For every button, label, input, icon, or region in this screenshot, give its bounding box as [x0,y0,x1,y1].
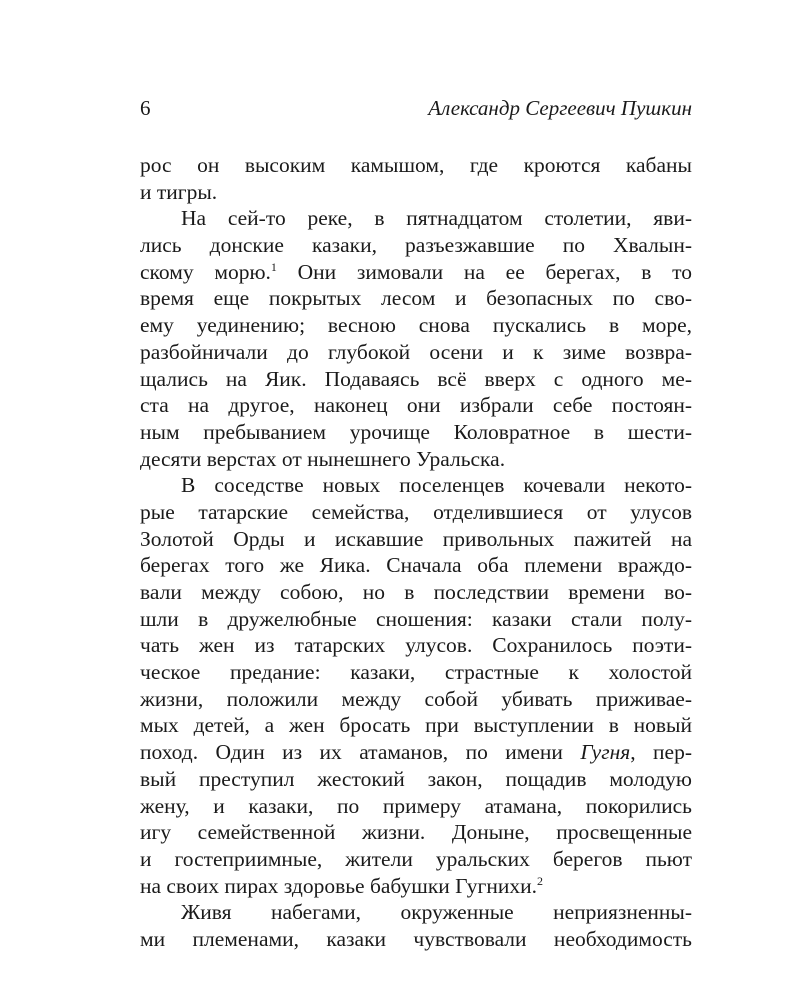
text-line [140,552,692,579]
text-line [140,232,692,259]
text-line [140,819,692,846]
text-line [140,793,692,820]
text-line-content: поход. Один из их атаманов, по имени [140,740,581,765]
text-line-content: разбойничали до глубокой осени и к зиме возвра- [140,339,692,364]
text-line-content: игу семейственной жизни. Доныне, просвещенные [140,820,692,845]
text-line-content: и гостеприимные, жители уральских берегов пьют [140,846,692,871]
text-line-content: рые татарские семейства, отделившиеся от улусов [140,499,692,524]
text-line [140,873,692,900]
page-header [140,93,692,123]
text-line-content: ему уединению; весною снова пускались в море, [140,313,692,338]
text-line-content: жену, и казаки, по примеру атамана, покорились [140,793,692,818]
text-line [140,739,692,766]
text-line-content: вали между собою, но в последствии времени во- [140,580,692,604]
text-line-content: Живя набегами, окруженные неприязненны- [181,900,692,925]
text-line [140,366,692,393]
text-line [140,419,692,446]
text-line [140,606,692,633]
footnote-marker[interactable]: 1 [270,259,277,274]
text-line-content: Золотой Орды и искавшие привольных пажитей на [140,526,692,551]
text-line-content: берегах того же Яика. Сначала оба племени враждо- [140,553,692,578]
text-line-content: щались на Яик. Подаваясь всё вверх с одного ме- [140,366,692,391]
text-line-content: ным пребыванием урочище Коловратное в шести- [140,419,692,444]
text-line [140,579,692,606]
text-line-content: на своих пирах здоровье бабушки Гугнихи. [140,873,538,898]
text-line [140,712,692,739]
italic-name: Гугня [580,740,631,765]
text-line-content: и тигры. [140,179,218,204]
text-line-content: чать жен из татарских улусов. Сохранилось поэти- [140,633,692,658]
text-line-content: шли в дружелюбные сношения: казаки стали полу- [140,606,692,631]
text-line [140,632,692,659]
text-line-content: жизни, положили между собой убивать приживае- [140,686,692,711]
text-line [140,312,692,339]
text-line [140,846,692,873]
text-line-content: скому морю. [140,259,271,284]
text-line [140,526,692,553]
text-line-content: вый преступил жестокий закон, пощадив молодую [140,766,692,791]
text-line [140,179,692,206]
text-line [140,152,692,179]
text-line-content: В соседстве новых поселенцев кочевали некото- [181,473,692,498]
text-line-content: ческое предание: казаки, страстные к холостой [140,660,692,685]
text-line-content: рос он высоким камышом, где кроются кабаны [140,153,692,177]
text-line-content: лись донские казаки, разъезжавшие по Хвалын- [140,233,692,258]
text-line [140,926,692,953]
text-line-rest: Они зимовали на ее берегах, в то [276,259,692,284]
text-line [140,446,692,473]
text-line [140,259,692,286]
text-line-content: мых детей, а жен бросать при выступлении в новый [140,713,692,738]
text-line [140,205,692,232]
text-line [140,392,692,419]
text-line-rest: , пер- [630,740,692,765]
footnote-marker[interactable]: 2 [537,873,544,888]
body-text [140,152,692,953]
running-head: Александр Сергеевич Пушкин [428,96,692,120]
text-line [140,339,692,366]
text-line-content: время еще покрытых лесом и безопасных по сво- [140,286,692,311]
text-line [140,899,692,926]
text-line [140,499,692,526]
text-line-content: На сей-то реке, в пятнадцатом столетии, яви- [181,206,692,231]
page-number: 6 [140,96,151,120]
text-line [140,472,692,499]
text-line [140,659,692,686]
text-line-content: десяти верстах от нынешнего Уральска. [140,446,506,471]
text-line [140,766,692,793]
text-line-content: ми племенами, казаки чувствовали необходимость [140,926,692,951]
text-line [140,686,692,713]
text-line [140,285,692,312]
text-line-content: ста на другое, наконец они избрали себе постоян- [140,393,692,418]
